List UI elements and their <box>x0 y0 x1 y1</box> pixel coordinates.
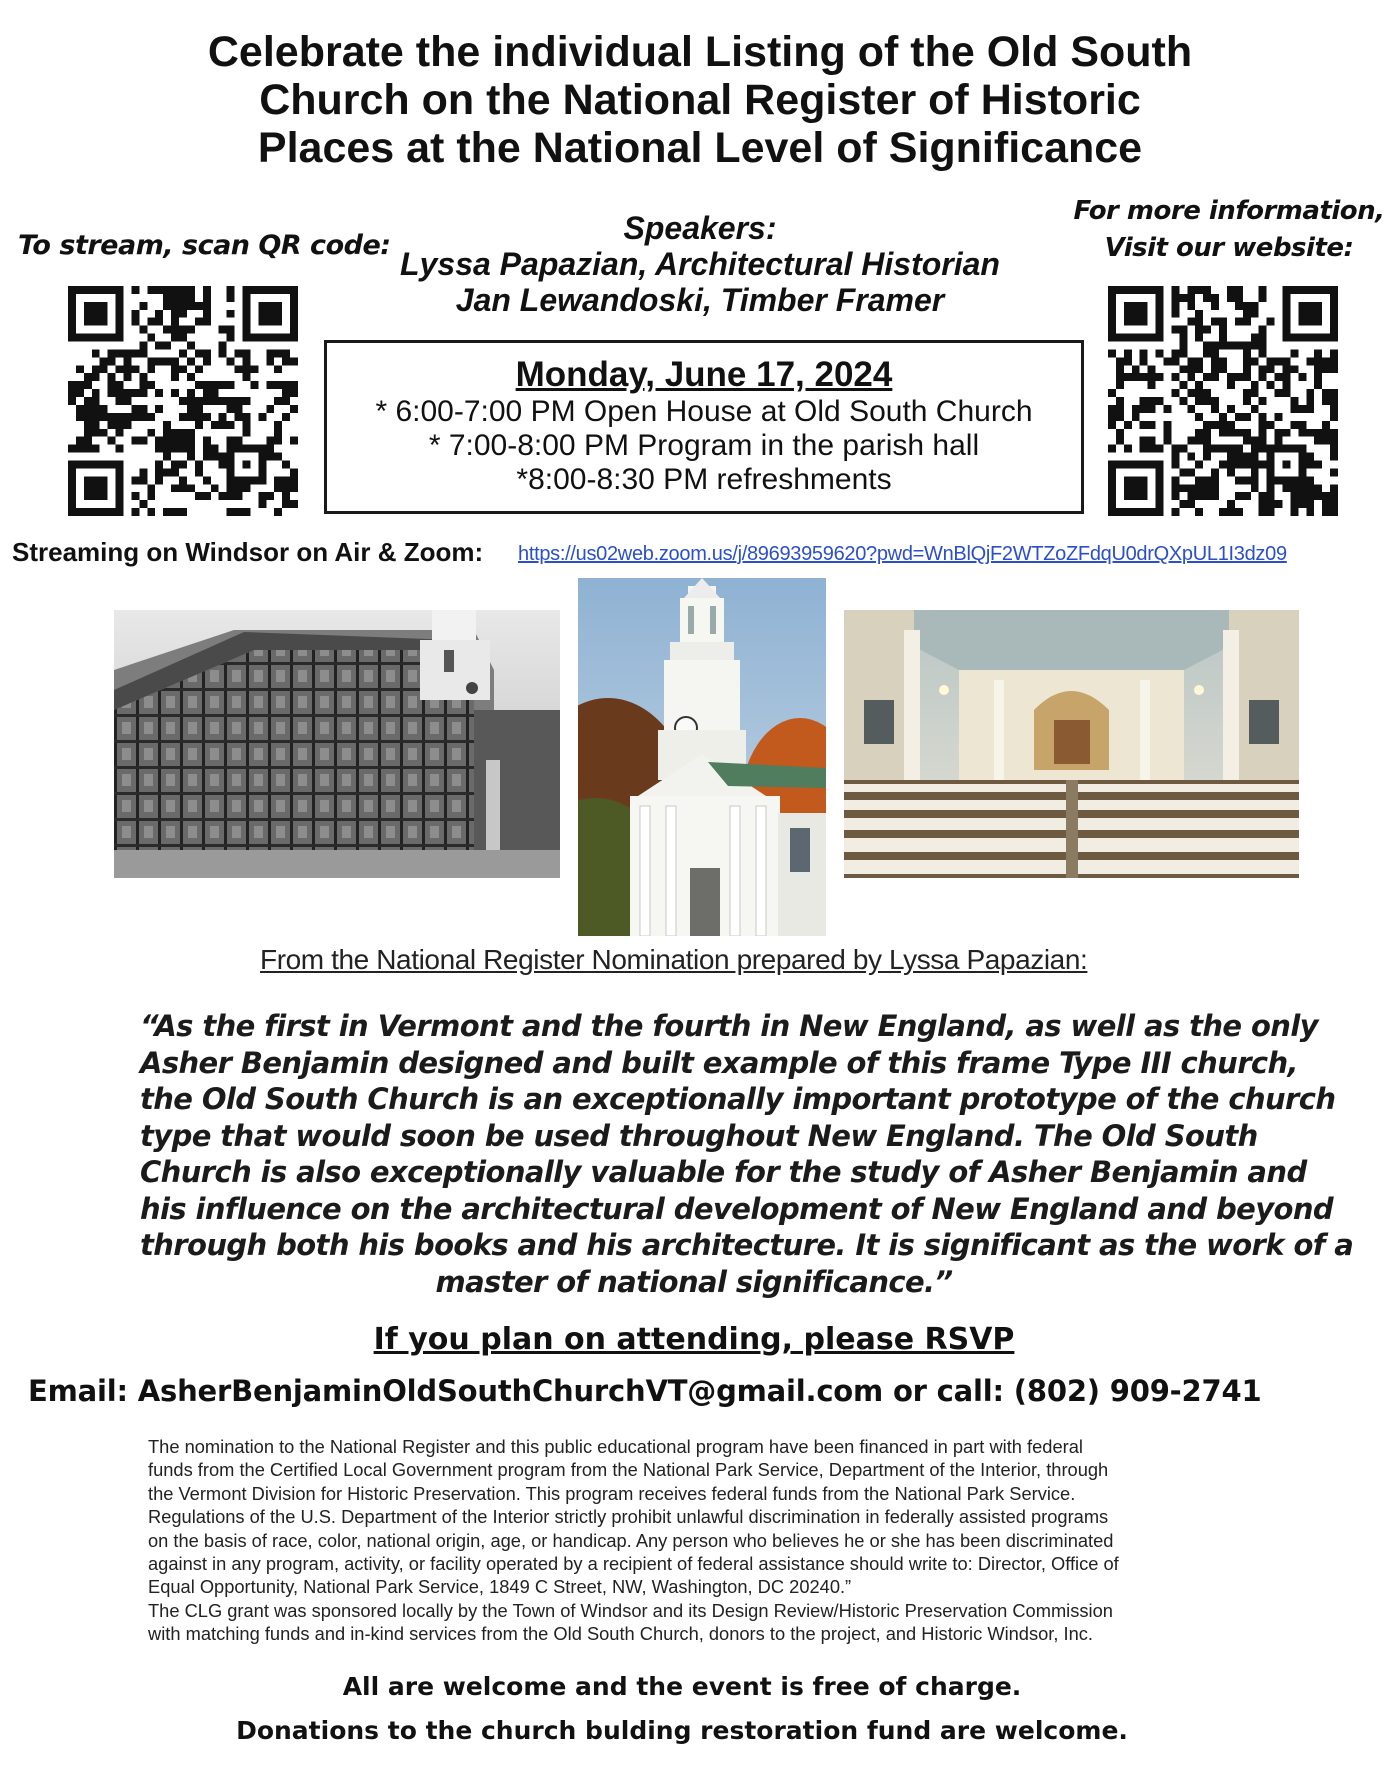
streaming-label: Streaming on Windsor on Air & Zoom: <box>12 537 484 567</box>
funding-line: funds from the Certified Local Government program from the National Park Service, Department of the Interior, through <box>148 1459 1109 1481</box>
donations-note: Donations to the church bulding restoration fund are welcome. <box>236 1716 1128 1745</box>
funding-line: the Vermont Division for Historic Preservation. This program receives federal funds from the National Park Service. <box>148 1482 1076 1504</box>
funding-line: against in any program, activity, or facility operated by a recipient of federal assistance should write to: Director, Office of <box>148 1553 1119 1575</box>
church-interior-photo <box>844 610 1299 878</box>
welcome-note: All are welcome and the event is free of charge. <box>342 1672 1022 1701</box>
funding-line: with matching funds and in-kind services from the Old South Church, donors to the project, and Historic Windsor, Inc. <box>148 1623 1093 1645</box>
quote-line: his influence on the architectural development of New England and beyond <box>140 1191 1334 1226</box>
quote-line: Asher Benjamin designed and built example of this frame Type III church, <box>140 1045 1298 1080</box>
quote-line: “As the first in Vermont and the fourth in New England, as well as the only <box>140 1009 1318 1043</box>
quote-line: the Old South Church is an exceptionally important prototype of the church <box>140 1082 1336 1116</box>
historic-church-photo <box>114 610 560 878</box>
church-steeple-photo <box>578 578 826 936</box>
stream-qr-label: To stream, scan QR code: <box>18 230 391 261</box>
nomination-title: From the National Register Nomination prepared by Lyssa Papazian: <box>260 944 1088 975</box>
funding-line: Equal Opportunity, National Park Service, 1849 C Street, NW, Washington, DC 20240.” <box>148 1576 852 1598</box>
website-qr-code-icon[interactable] <box>1108 286 1338 516</box>
schedule-item: *8:00-8:30 PM refreshments <box>516 463 892 496</box>
funding-line: on the basis of race, color, national origin, age, or handicap. Any person who believes he or she has been discriminated <box>148 1529 1114 1551</box>
event-details-box <box>324 340 1084 514</box>
zoom-link[interactable]: https://us02web.zoom.us/j/89693959620?pwd=WnBlQjF2WTZoZFdqU0drQXpUL1I3dz09 <box>518 543 1287 565</box>
info-label-line: For more information, <box>1073 196 1385 226</box>
page-title <box>100 28 1300 172</box>
info-qr-label <box>1070 193 1388 267</box>
speakers-block <box>340 210 1060 318</box>
stream-qr-code-icon[interactable] <box>68 286 298 516</box>
title-line: Church on the National Register of Historic <box>259 76 1141 124</box>
event-date: Monday, June 17, 2024 <box>515 355 893 394</box>
funding-line: Regulations of the U.S. Department of the Interior strictly prohibit unlawful discrimination in federally assisted programs <box>148 1506 1109 1528</box>
title-line: Celebrate the individual Listing of the Old South <box>207 28 1193 76</box>
funding-line: The CLG grant was sponsored locally by the Town of Windsor and its Design Review/Historic Preservation Commission <box>148 1599 1113 1621</box>
funding-line: The nomination to the National Register and this public educational program have been financed in part with federal <box>148 1436 1083 1457</box>
schedule-item: * 6:00-7:00 PM Open House at Old South Church <box>375 395 1033 428</box>
quote-line: Church is also exceptionally valuable for the study of Asher Benjamin and <box>140 1155 1307 1189</box>
rsvp-heading: If you plan on attending, please RSVP <box>373 1322 1015 1357</box>
speaker-name: Lyssa Papazian, Architectural Historian <box>400 246 1000 282</box>
speakers-heading: Speakers: <box>623 210 777 246</box>
schedule-item: * 7:00-8:00 PM Program in the parish hall <box>428 429 980 462</box>
title-line: Places at the National Level of Significance <box>257 124 1143 172</box>
rsvp-contact[interactable]: Email: AsherBenjaminOldSouthChurchVT@gmail.com or call: (802) 909-2741 <box>28 1374 1262 1408</box>
nomination-quote <box>140 1008 1354 1300</box>
quote-line: master of national significance.” <box>435 1264 953 1299</box>
funding-disclaimer <box>148 1435 1278 1646</box>
info-label-line: Visit our website: <box>1104 233 1354 263</box>
quote-line: through both his books and his architecture. It is significant as the work of a <box>140 1228 1354 1262</box>
speaker-name: Jan Lewandoski, Timber Framer <box>455 282 945 318</box>
quote-line: type that would soon be used throughout New England. The Old South <box>140 1118 1258 1153</box>
